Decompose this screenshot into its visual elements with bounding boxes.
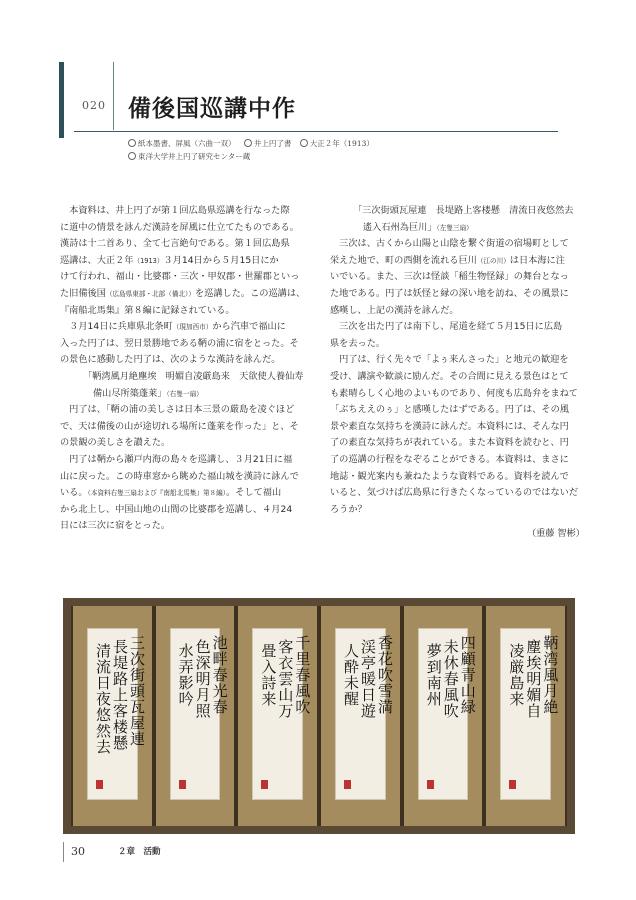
text-run: ろうか？ bbox=[330, 503, 367, 515]
item-number: 020 bbox=[82, 99, 106, 112]
text-run: 『南船北馬集』第８編に記録されている。 bbox=[60, 304, 235, 316]
left-text-column bbox=[60, 203, 315, 535]
screen-panel bbox=[402, 606, 485, 826]
right-text-column bbox=[330, 203, 585, 543]
meta-collection: 東洋大学井上円了研究センター蔵 bbox=[138, 152, 251, 161]
red-seal bbox=[96, 780, 103, 789]
text-line bbox=[330, 220, 585, 237]
calligraphy-column: 客衣雲山万 bbox=[278, 638, 294, 720]
text-note: （現加西市） bbox=[172, 323, 213, 332]
bullet-icon bbox=[244, 139, 252, 147]
calligraphy-column: 水弄影吟 bbox=[178, 642, 194, 708]
text-run: 了の巡講の行程をなぞることができる。本資料は、まさに bbox=[330, 453, 569, 465]
text-line bbox=[330, 303, 585, 320]
text-line bbox=[330, 236, 585, 253]
text-run: 円了は、「鞆の浦の美しさは日本三景の厳島を凌ぐほど bbox=[60, 404, 295, 416]
text-line bbox=[60, 502, 315, 519]
text-run: 「ぶちええのぅ」と感嘆したはずである。円了は、その風 bbox=[330, 404, 569, 416]
text-run: 県を去った。 bbox=[330, 337, 386, 349]
text-run: 受け、講演や歓談に励んだ。その合間に見える景色はとて bbox=[330, 370, 569, 382]
page-title: 備後国巡講中作 bbox=[128, 95, 296, 122]
text-line bbox=[60, 336, 315, 353]
metadata-line-2 bbox=[128, 151, 250, 162]
folding-screen-photo bbox=[63, 598, 575, 834]
text-note: （広島県東部・北部（備北）） bbox=[105, 289, 195, 298]
meta-author: 井上円了書 bbox=[253, 139, 292, 148]
red-seal bbox=[427, 780, 434, 789]
text-run: 備山尽所築蓬莱」 bbox=[93, 387, 167, 399]
text-run: いでいる。また、三次は怪談「稲生物怪録」の舞台となっ bbox=[330, 271, 569, 283]
calligraphy-column: 塵埃明媚自 bbox=[526, 638, 542, 720]
text-line bbox=[330, 469, 585, 486]
text-run: 入った円了は、翌日景勝地である鞆の浦に宿をとった。そ bbox=[60, 337, 299, 349]
text-line bbox=[330, 319, 585, 336]
calligraphy-scroll bbox=[335, 628, 394, 800]
text-run: ３月14日に兵庫県北条町 bbox=[60, 321, 173, 333]
text-line bbox=[330, 253, 585, 270]
screen-panel bbox=[484, 606, 567, 826]
text-line bbox=[330, 386, 585, 403]
text-line bbox=[60, 369, 315, 386]
text-run: た地である。円了は妖怪と縁の深い地を訪ね、その風景に bbox=[330, 287, 569, 299]
text-run: いる。 bbox=[60, 487, 88, 499]
calligraphy-column: 夢到南州 bbox=[426, 642, 442, 708]
text-line bbox=[60, 485, 315, 502]
page-number: 30 bbox=[71, 845, 85, 858]
text-run: 三次を出た円了は南下し、尾道を経て５月15日に広島 bbox=[330, 321, 563, 333]
text-line bbox=[60, 286, 315, 303]
calligraphy-column: 池畔春光春 bbox=[212, 634, 228, 716]
text-run: も素晴らしく心地のよいものであり、何度も広島弁をまねて bbox=[330, 387, 578, 399]
header-divider bbox=[113, 62, 114, 130]
red-seal bbox=[261, 780, 268, 789]
screen-panel bbox=[236, 606, 319, 826]
text-run: 巡講は、大正２年 bbox=[60, 254, 134, 266]
text-line bbox=[60, 319, 315, 336]
calligraphy-column: 凌厳島来 bbox=[509, 642, 525, 708]
text-run: 「鞆湾風月絶塵埃 明媚自凌厳島来 天欲使人養仙寿 bbox=[83, 370, 304, 382]
text-line bbox=[60, 469, 315, 486]
header-underline bbox=[74, 131, 558, 132]
text-note: （左隻三扇） bbox=[436, 223, 473, 232]
metadata-line-1 bbox=[128, 138, 374, 149]
text-line bbox=[330, 336, 585, 353]
text-run: 日には三次に宿をとった。 bbox=[60, 520, 171, 532]
header-accent-bar bbox=[59, 62, 64, 138]
text-run: の景色に感動した円了は、次のような漢詩を詠んだ。 bbox=[60, 354, 281, 366]
text-line bbox=[60, 220, 315, 237]
author-credit: （重藤 智彬） bbox=[526, 528, 585, 540]
text-run: 了の素直な気持ちが表れている。また本資料を読むと、円 bbox=[330, 437, 569, 449]
text-line bbox=[330, 402, 585, 419]
text-line bbox=[60, 303, 315, 320]
text-run: 本資料は、井上円了が第１回広島県巡講を行なった際 bbox=[60, 205, 290, 216]
text-note: （右隻一扇） bbox=[166, 389, 203, 398]
text-run: けて行われ、福山・比婆郡・三次・甲奴郡・世羅郡といっ bbox=[60, 271, 300, 283]
calligraphy-scroll bbox=[87, 628, 146, 800]
chapter-label: ２章 活動 bbox=[118, 847, 161, 857]
footer-divider bbox=[63, 842, 64, 862]
bullet-icon bbox=[128, 152, 136, 160]
calligraphy-scroll bbox=[252, 628, 311, 800]
text-run: に道中の情景を詠んだ漢詩を屏風に仕立てたものである。 bbox=[60, 221, 299, 233]
text-run: 感嘆し、上記の漢詩を詠んだ。 bbox=[330, 304, 459, 316]
calligraphy-column: 千里春風吹 bbox=[295, 634, 311, 716]
folding-screen bbox=[71, 606, 567, 826]
calligraphy-column: 人酔未醒 bbox=[344, 642, 360, 708]
red-seal bbox=[344, 780, 351, 789]
red-seal bbox=[179, 780, 186, 789]
text-run: 「三次街頭瓦屋連 長堤路上客楼懸 清流日夜悠然去 bbox=[353, 205, 574, 216]
text-run: 景や素直な気持ちを漢詩に詠んだ。本資料には、そんな円 bbox=[330, 420, 569, 432]
text-run: 栄えた地で、町の西側を流れる巨川 bbox=[330, 254, 477, 266]
calligraphy-column: 鞆湾風月絶 bbox=[543, 634, 559, 716]
text-note: （江の川） bbox=[476, 256, 510, 265]
text-line bbox=[60, 518, 315, 535]
text-line bbox=[330, 419, 585, 436]
bullet-icon bbox=[300, 139, 308, 147]
text-run: 。そして福山 bbox=[226, 487, 282, 499]
text-run: で、天は備後の山が途切れる場所に蓬莱を作った」と、そ bbox=[60, 420, 299, 432]
text-line bbox=[60, 386, 315, 403]
text-run: た旧備後国 bbox=[60, 287, 106, 299]
calligraphy-scroll bbox=[500, 628, 559, 800]
calligraphy-column: 長堤路上客楼懸 bbox=[113, 638, 129, 752]
text-note: （本資料右隻三扇および『南船北馬集』第８編） bbox=[87, 489, 227, 498]
calligraphy-column: 畳入詩来 bbox=[261, 642, 277, 708]
text-line bbox=[60, 253, 315, 270]
text-run: から北上し、中国山地の山間の比婆郡を巡講し、４月24 bbox=[60, 503, 293, 515]
text-line bbox=[60, 236, 315, 253]
text-run: 地誌・観光案内も兼ねたような資料である。資料を読んで bbox=[330, 470, 569, 482]
text-line bbox=[330, 452, 585, 469]
calligraphy-scroll bbox=[170, 628, 228, 800]
text-line bbox=[330, 369, 585, 386]
screen-panel bbox=[319, 606, 402, 826]
calligraphy-scroll bbox=[418, 628, 476, 800]
text-line bbox=[330, 203, 585, 220]
text-run: 遙入石州為巨川」 bbox=[363, 221, 437, 233]
text-line bbox=[60, 269, 315, 286]
text-line bbox=[60, 452, 315, 469]
text-run: いると、気づけば広島県に行きたくなっているのではないだ bbox=[330, 487, 579, 499]
meta-date: 大正２年（1913） bbox=[309, 139, 374, 148]
text-line bbox=[330, 352, 585, 369]
text-line bbox=[60, 203, 315, 220]
calligraphy-column: 香花吹雪満 bbox=[378, 634, 394, 716]
text-line bbox=[60, 352, 315, 369]
calligraphy-column: 色深明月照 bbox=[195, 638, 211, 720]
text-line bbox=[60, 402, 315, 419]
text-run: は日本海に注 bbox=[509, 254, 565, 266]
text-line bbox=[60, 435, 315, 452]
text-run: 三次は、古くから山陽と山陰を繋ぐ街道の宿場町として bbox=[330, 238, 569, 250]
text-line bbox=[60, 419, 315, 436]
text-line bbox=[330, 485, 585, 502]
calligraphy-column: 三次街頭瓦屋連 bbox=[130, 634, 146, 748]
text-line bbox=[330, 286, 585, 303]
text-line bbox=[330, 435, 585, 452]
text-run: ３月14日から５月15日にか bbox=[163, 254, 279, 266]
bullet-icon bbox=[128, 139, 136, 147]
text-run: の景観の美しさを讃えた。 bbox=[60, 437, 171, 449]
calligraphy-column: 渓亭暖日遊 bbox=[361, 638, 377, 720]
calligraphy-column: 四顧青山緑 bbox=[460, 634, 476, 716]
meta-material: 紙本墨書、屏風（六曲一双） bbox=[138, 139, 236, 148]
text-note: （1913） bbox=[133, 256, 164, 265]
calligraphy-column: 未休春風吹 bbox=[443, 638, 459, 720]
text-run: 円了は、行く先々で「よぅ来んさった」と地元の歓迎を bbox=[330, 354, 569, 366]
text-run: から汽車で福山に bbox=[212, 321, 286, 333]
text-line bbox=[330, 269, 585, 286]
calligraphy-column: 清流日夜悠然去 bbox=[96, 642, 112, 756]
text-run: 山に戻った。この時車窓から眺めた福山城を漢詩に詠んで bbox=[60, 470, 299, 482]
text-run: を巡講した。この巡講は、 bbox=[194, 287, 306, 299]
red-seal bbox=[509, 780, 516, 789]
text-run: 円了は鞆から瀬戸内海の島々を巡講し、３月21日に福 bbox=[60, 453, 293, 465]
screen-panel bbox=[154, 606, 237, 826]
screen-panel bbox=[71, 606, 154, 826]
text-run: 漢詩は十二首あり、全て七言絶句である。第１回広島県 bbox=[60, 238, 290, 250]
text-line bbox=[330, 502, 585, 519]
